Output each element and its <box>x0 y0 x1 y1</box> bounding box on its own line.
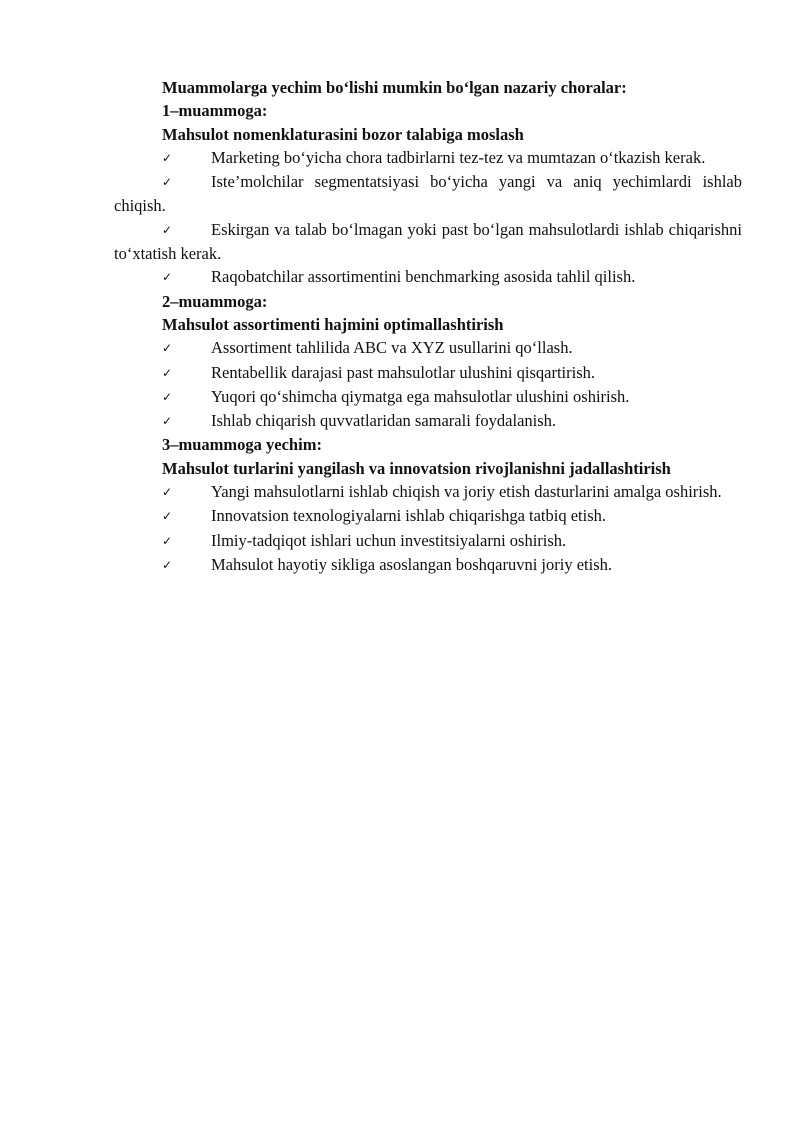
list-item-text: Rentabellik darajasi past mahsulotlar ulushini qisqartirish. <box>211 362 596 382</box>
document-title: Muammolarga yechim bo‘lishi mumkin bo‘lgan nazariy choralar: <box>162 78 627 97</box>
list-item <box>114 529 742 553</box>
list-item <box>114 336 742 360</box>
list-item <box>114 409 742 433</box>
list-item <box>114 218 742 266</box>
list-item <box>114 480 742 504</box>
checkmark-icon: ✓ <box>162 175 173 190</box>
list-item-text: Raqobatchilar assortimentini benchmarking asosida tahlil qilish. <box>211 267 636 287</box>
checkmark-icon: ✓ <box>162 270 173 285</box>
list-item-text: Marketing bo‘yicha chora tadbirlarni tez-tez va mumtazan o‘tkazish kerak. <box>211 147 706 167</box>
document-page <box>114 76 742 577</box>
list-item <box>114 553 742 577</box>
checkmark-icon: ✓ <box>162 557 173 572</box>
problem-2-subtitle: Mahsulot assortimenti hajmini optimallashtirish <box>162 314 504 334</box>
list-item-text: Yuqori qo‘shimcha qiymatga ega mahsulotlar ulushini oshirish. <box>211 386 630 406</box>
list-item-text: Ishlab chiqarish quvvatlaridan samarali foydalanish. <box>211 411 557 431</box>
checkmark-icon: ✓ <box>162 150 173 165</box>
list-item-text: Yangi mahsulotlarni ishlab chiqish va joriy etish dasturlarini amalga oshirish. <box>211 482 722 502</box>
list-item <box>114 361 742 385</box>
checkmark-icon: ✓ <box>162 414 173 429</box>
problem-3-subtitle: Mahsulot turlarini yangilash va innovatsion rivojlanishni jadallashtirish <box>162 458 671 478</box>
list-item <box>114 146 742 170</box>
list-item <box>114 385 742 409</box>
checkmark-icon: ✓ <box>162 341 173 356</box>
list-item-text: Iste’molchilar segmentatsiyasi bo‘yicha yangi va aniq yechimlardi ishlab chiqish. <box>114 172 742 216</box>
checkmark-icon: ✓ <box>162 389 173 404</box>
list-item <box>114 265 742 289</box>
list-item-text: Innovatsion texnologiyalarni ishlab chiqarishga tatbiq etish. <box>211 506 607 526</box>
checkmark-icon: ✓ <box>162 222 173 237</box>
list-item-text: Mahsulot hayotiy sikliga asoslangan boshqaruvni joriy etish. <box>211 554 612 574</box>
problem-2-label: 2–muammoga: <box>162 291 268 311</box>
checkmark-icon: ✓ <box>162 365 173 380</box>
problem-3-label: 3–muammoga yechim: <box>162 435 322 455</box>
list-item-text: Assortiment tahlilida ABC va XYZ usullarini qo‘llash. <box>211 338 573 358</box>
problem-1-subtitle: Mahsulot nomenklaturasini bozor talabiga moslash <box>162 124 524 144</box>
checkmark-icon: ✓ <box>162 533 173 548</box>
list-item-text: Ilmiy-tadqiqot ishlari uchun investitsiyalarni oshirish. <box>211 530 567 550</box>
list-item <box>114 504 742 528</box>
list-item-text: Eskirgan va talab bo‘lmagan yoki past bo‘lgan mahsulotlardi ishlab chiqarishni to‘xtatish kerak. <box>114 219 742 264</box>
list-item <box>114 170 742 218</box>
checkmark-icon: ✓ <box>162 485 173 500</box>
problem-1-label: 1–muammoga: <box>162 101 268 121</box>
checkmark-icon: ✓ <box>162 509 173 524</box>
